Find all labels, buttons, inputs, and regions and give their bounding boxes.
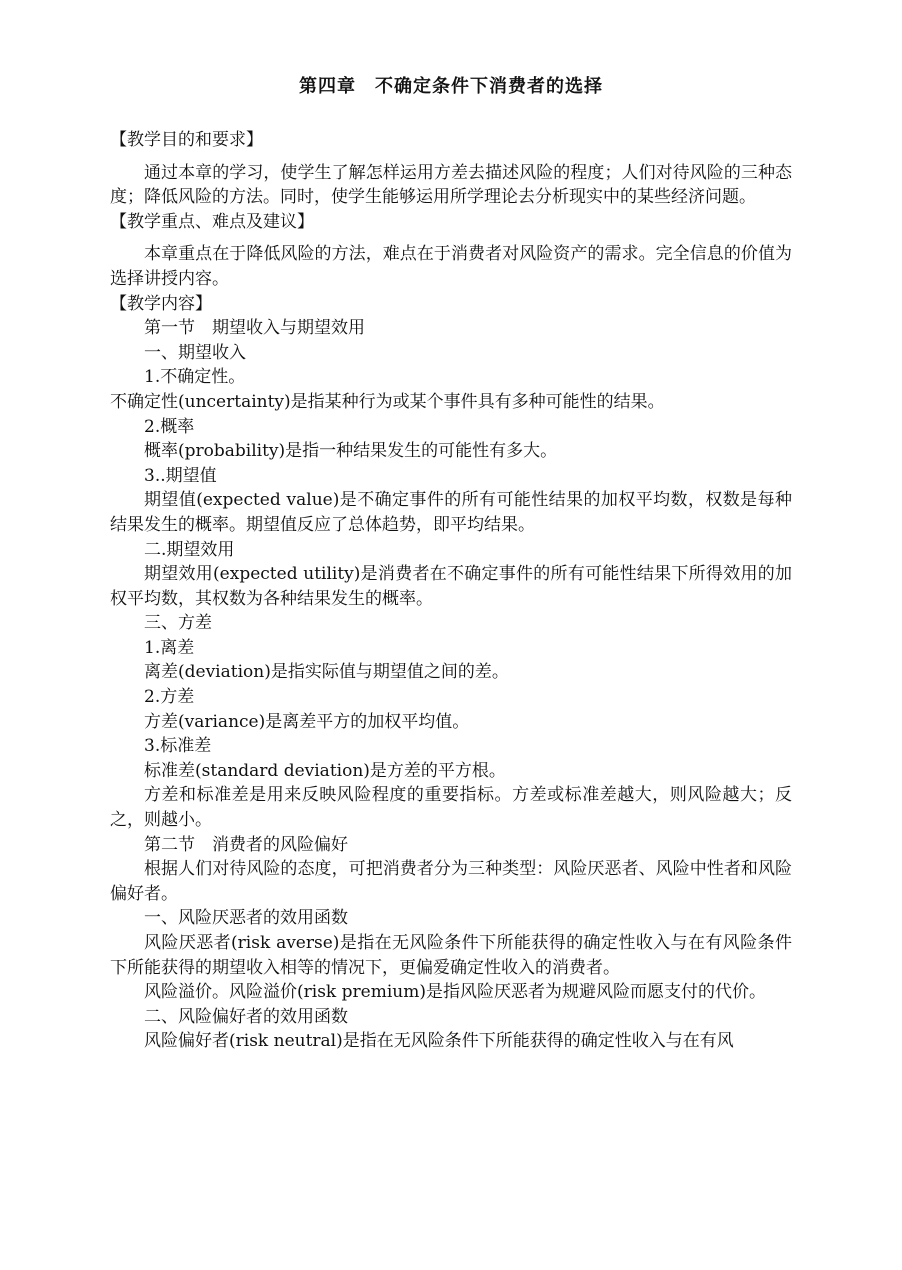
definition-paragraph: 不确定性(uncertainty)是指某种行为或某个事件具有多种可能性的结果。 <box>110 391 665 412</box>
section-heading: 第一节 期望收入与期望效用 <box>144 318 365 339</box>
definition-paragraph: 风险厌恶者(risk averse)是指在无风险条件下所能获得的确定性收入与在有风险条件下所能获得的期望收入相等的情况下，更偏爱确定性收入的消费者。 <box>110 933 792 978</box>
subsection-heading: 一、期望收入 <box>144 342 246 363</box>
item-heading: 1.离差 <box>144 637 195 658</box>
paragraph-objectives: 通过本章的学习，使学生了解怎样运用方差去描述风险的程度；人们对待风险的三种态度；降低风险的方法。同时，使学生能够运用所学理论去分析现实中的某些经济问题。 <box>110 162 792 208</box>
definition-paragraph: 方差(variance)是离差平方的加权平均值。 <box>144 711 470 732</box>
definition-paragraph: 风险偏好者(risk neutral)是指在无风险条件下所能获得的确定性收入与在有风 <box>144 1031 734 1052</box>
definition-paragraph: 离差(deviation)是指实际值与期望值之间的差。 <box>144 662 509 683</box>
body-paragraph: 方差和标准差是用来反映风险程度的重要指标。方差或标准差越大，则风险越大；反之，则越小。 <box>110 785 792 831</box>
paragraph-keypoints: 本章重点在于降低风险的方法，难点在于消费者对风险资产的需求。完全信息的价值为选择讲授内容。 <box>110 244 792 289</box>
section-label-content: 【教学内容】 <box>110 293 212 314</box>
item-heading: 2.方差 <box>144 687 195 708</box>
body-paragraph: 根据人们对待风险的态度，可把消费者分为三种类型：风险厌恶者、风险中性者和风险偏好者。 <box>110 859 792 904</box>
chapter-title: 第四章 不确定条件下消费者的选择 <box>299 76 603 97</box>
document-body <box>110 128 792 1054</box>
item-heading: 2.概率 <box>144 416 195 437</box>
definition-paragraph: 概率(probability)是指一种结果发生的可能性有多大。 <box>144 441 558 462</box>
definition-paragraph: 标准差(standard deviation)是方差的平方根。 <box>144 760 506 781</box>
subsection-heading: 三、方差 <box>144 613 212 634</box>
item-heading: 3..期望值 <box>144 465 217 486</box>
subsection-heading: 二.期望效用 <box>144 539 235 560</box>
section-heading: 第二节 消费者的风险偏好 <box>144 834 348 855</box>
section-label-keypoints: 【教学重点、难点及建议】 <box>110 211 314 232</box>
definition-paragraph: 期望效用(expected utility)是消费者在不确定事件的所有可能性结果下所得效用的加权平均数，其权数为各种结果发生的概率。 <box>110 564 792 609</box>
section-label-objectives: 【教学目的和要求】 <box>110 130 263 150</box>
item-heading: 1.不确定性。 <box>144 367 246 388</box>
definition-paragraph: 期望值(expected value)是不确定事件的所有可能性结果的加权平均数，权数是每种结果发生的概率。期望值反应了总体趋势，即平均结果。 <box>110 490 792 535</box>
subsection-heading: 一、风险厌恶者的效用函数 <box>144 908 348 929</box>
item-heading: 3.标准差 <box>144 736 212 757</box>
subsection-heading: 二、风险偏好者的效用函数 <box>144 1006 348 1027</box>
definition-paragraph: 风险溢价。风险溢价(risk premium)是指风险厌恶者为规避风险而愿支付的代价。 <box>144 982 766 1003</box>
